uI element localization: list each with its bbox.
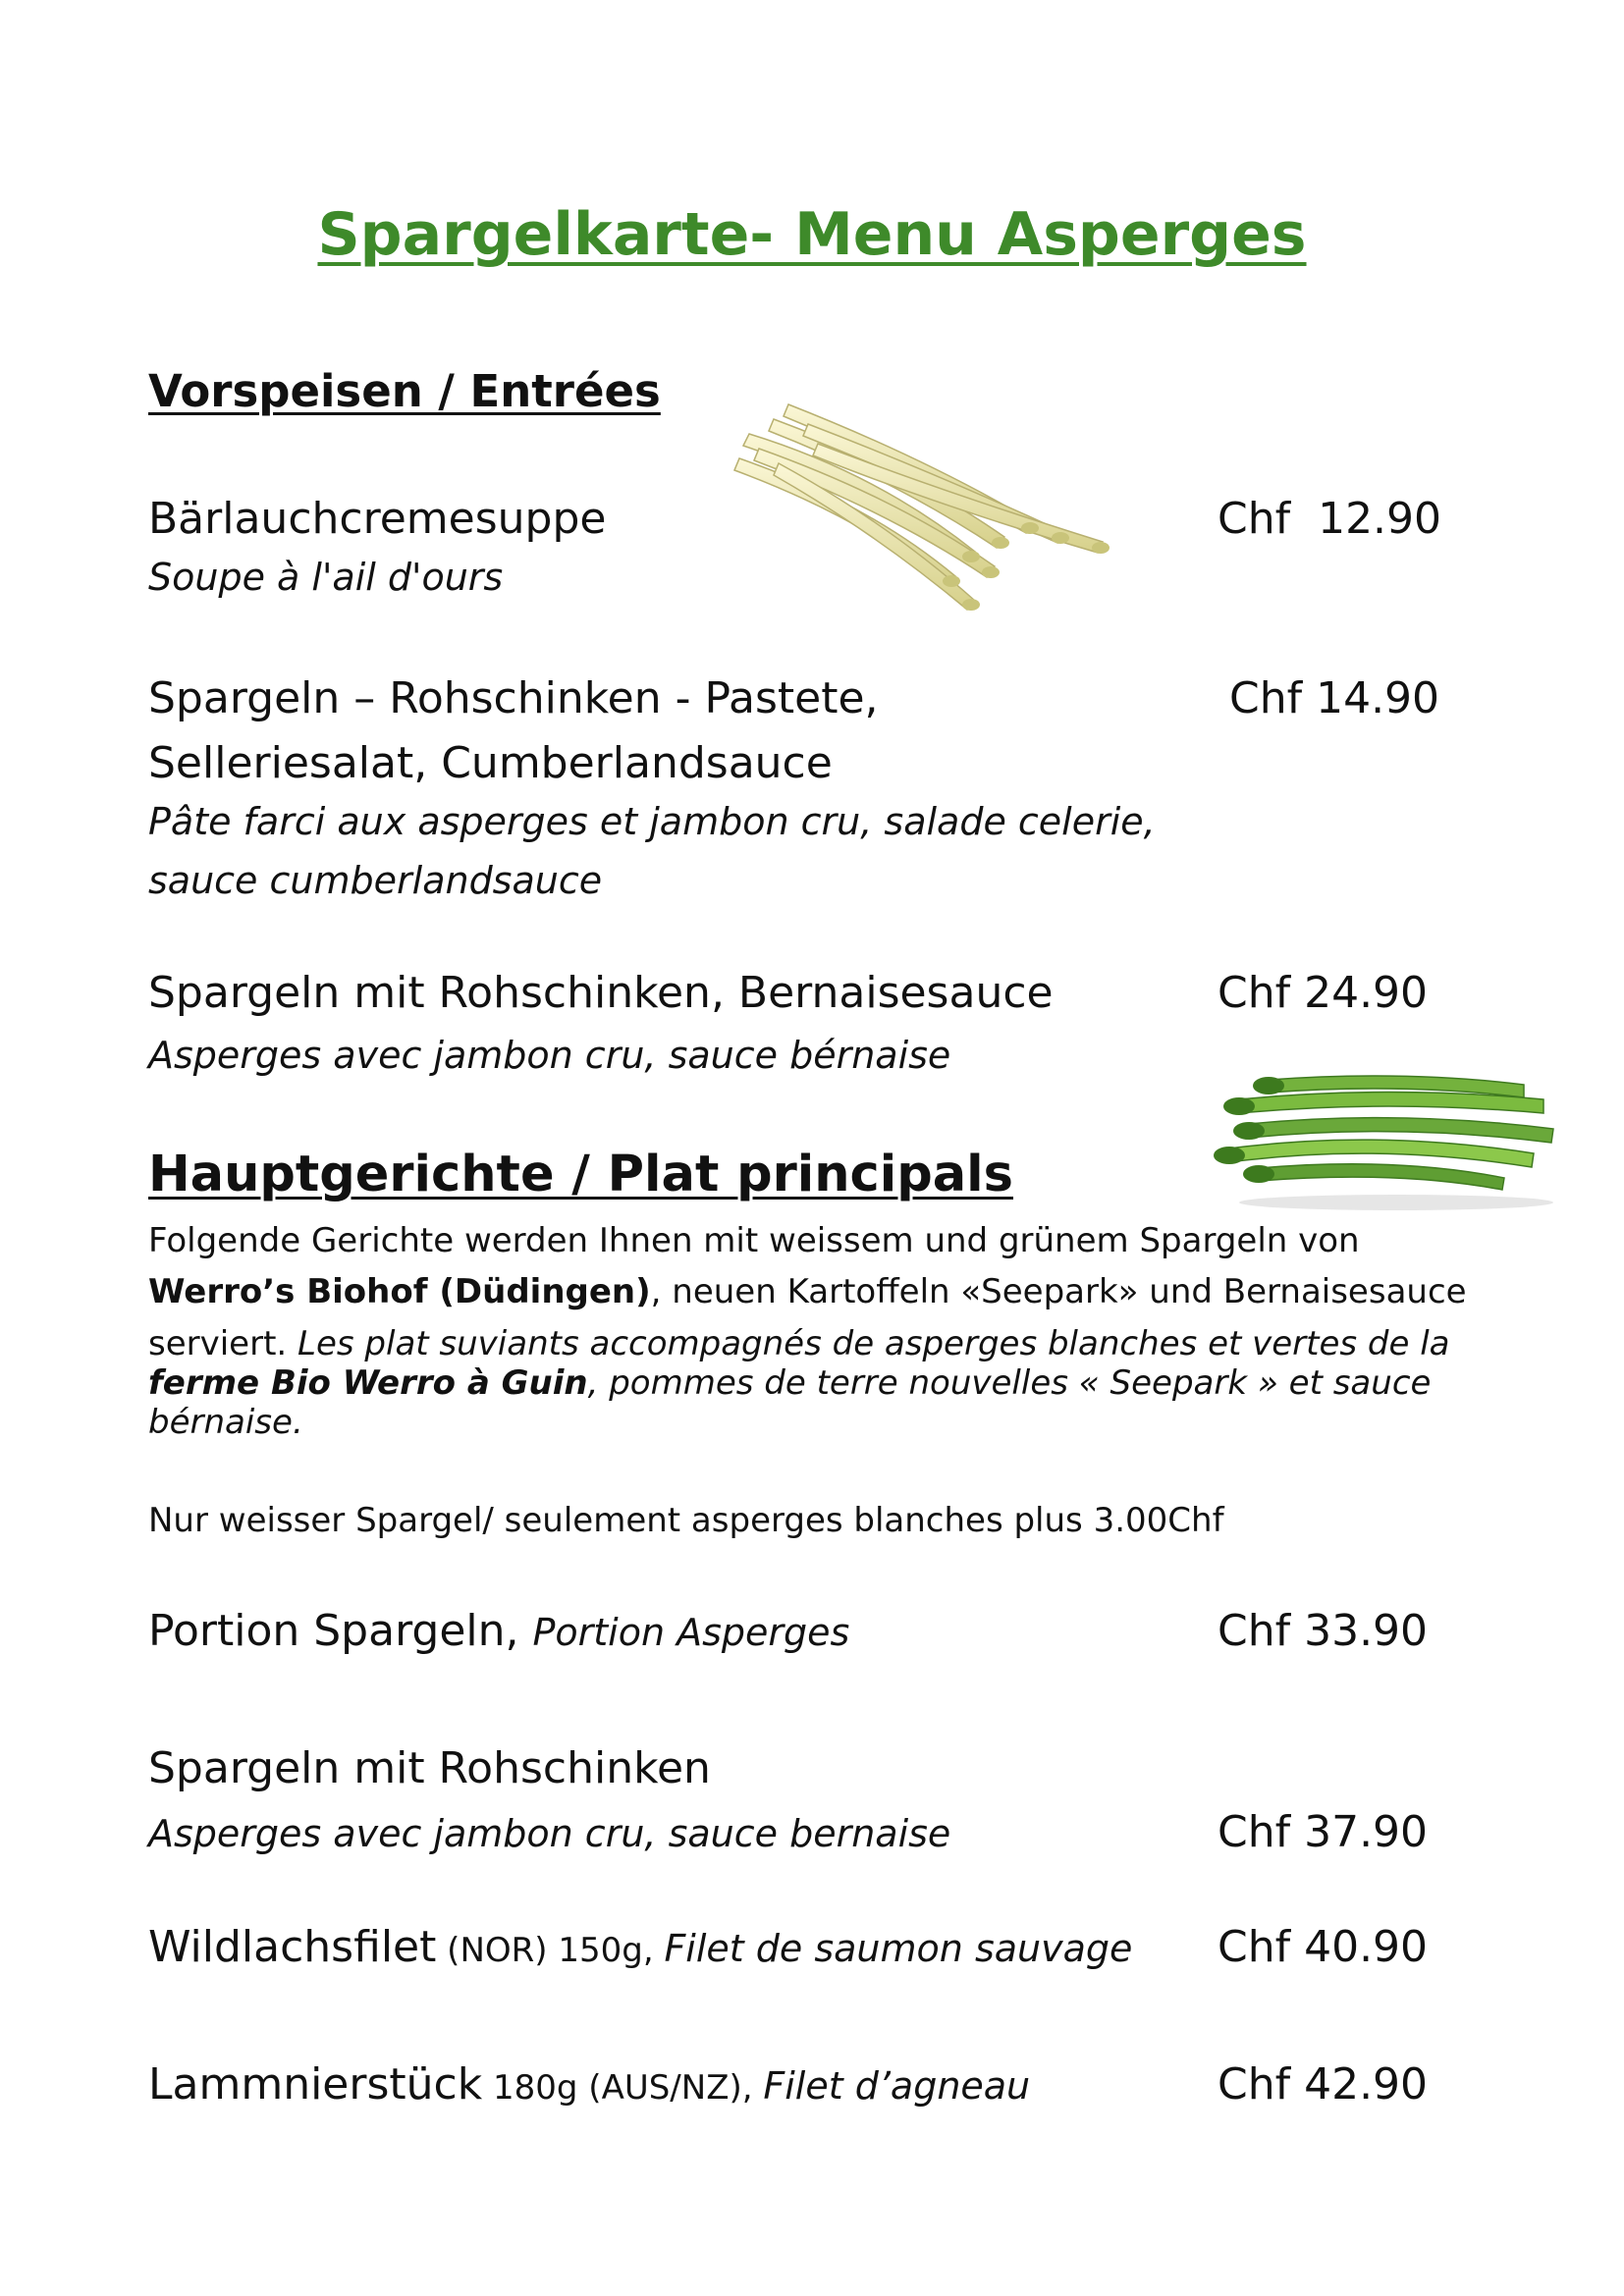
- main-3-name-de: Wildlachsfilet: [148, 1922, 437, 1972]
- starter-2-name-line1: Spargeln – Rohschinken - Pastete,: [148, 673, 879, 723]
- starter-2-price: Chf 14.90: [1229, 673, 1440, 723]
- farm-name: Werro’s Biohof (Düdingen): [148, 1272, 651, 1311]
- main-1-name: [148, 1606, 849, 1656]
- white-asparagus-note: Nur weisser Spargel/ seulement asperges blanches plus 3.00Chf: [148, 1501, 1224, 1540]
- starter-3-description: Asperges avec jambon cru, sauce bérnaise: [148, 1034, 951, 1077]
- starter-2-description-line1: Pâte farci aux asperges et jambon cru, salade celerie,: [148, 800, 1156, 843]
- white-asparagus-image: [680, 365, 1160, 684]
- main-3-origin: (NOR) 150g,: [436, 1931, 665, 1970]
- section-heading-starters: Vorspeisen / Entrées: [148, 365, 661, 417]
- main-1-name-de: Portion Spargeln,: [148, 1606, 533, 1656]
- main-3-name-fr: Filet de saumon sauvage: [664, 1927, 1133, 1970]
- mains-intro-line3: [148, 1324, 1450, 1363]
- main-3-name: [148, 1922, 1132, 1972]
- main-4-name-de: Lammnierstück: [148, 2059, 483, 2109]
- main-1-name-fr: Portion Asperges: [532, 1611, 850, 1654]
- main-2-price: Chf 37.90: [1218, 1807, 1429, 1857]
- main-2-description: Asperges avec jambon cru, sauce bernaise: [148, 1812, 951, 1855]
- starter-3-name: Spargeln mit Rohschinken, Bernaisesauce: [148, 968, 1054, 1018]
- main-4-origin: 180g (AUS/NZ),: [482, 2068, 764, 2108]
- main-2-name: Spargeln mit Rohschinken: [148, 1743, 711, 1793]
- main-1-price: Chf 33.90: [1218, 1606, 1429, 1656]
- main-4-price: Chf 42.90: [1218, 2059, 1429, 2109]
- starter-2-name-line2: Selleriesalat, Cumberlandsauce: [148, 738, 833, 788]
- starter-3-price: Chf 24.90: [1218, 968, 1429, 1018]
- starter-1-name: Bärlauchcremesuppe: [148, 494, 607, 544]
- farm-name-fr: ferme Bio Werro à Guin: [148, 1363, 588, 1403]
- section-heading-mains: Hauptgerichte / Plat principals: [148, 1146, 1013, 1203]
- mains-intro-line4: [148, 1363, 1431, 1403]
- starter-1-description: Soupe à l'ail d'ours: [148, 556, 504, 599]
- main-3-price: Chf 40.90: [1218, 1922, 1429, 1972]
- main-4-name-fr: Filet d’agneau: [763, 2064, 1031, 2108]
- starter-2-description-line2: sauce cumberlandsauce: [148, 859, 603, 902]
- mains-intro-line4-rest: , pommes de terre nouvelles « Seepark » et sauce: [587, 1363, 1432, 1403]
- mains-intro-line2: [148, 1272, 1467, 1311]
- green-asparagus-image: [1210, 991, 1581, 1217]
- mains-intro-line3-plain: serviert.: [148, 1324, 298, 1363]
- starter-1-price: Chf 12.90: [1218, 494, 1442, 544]
- menu-title: Spargelkarte- Menu Asperges: [317, 200, 1307, 269]
- mains-intro-line3-italic: Les plat suviants accompagnés de asperges blanches et vertes de la: [298, 1324, 1450, 1363]
- mains-intro-line2-rest: , neuen Kartoffeln «Seepark» und Bernaisesauce: [650, 1272, 1467, 1311]
- mains-intro-line5: bérnaise.: [148, 1403, 303, 1442]
- mains-intro-line1: Folgende Gerichte werden Ihnen mit weissem und grünem Spargeln von: [148, 1221, 1360, 1260]
- main-4-name: [148, 2059, 1030, 2109]
